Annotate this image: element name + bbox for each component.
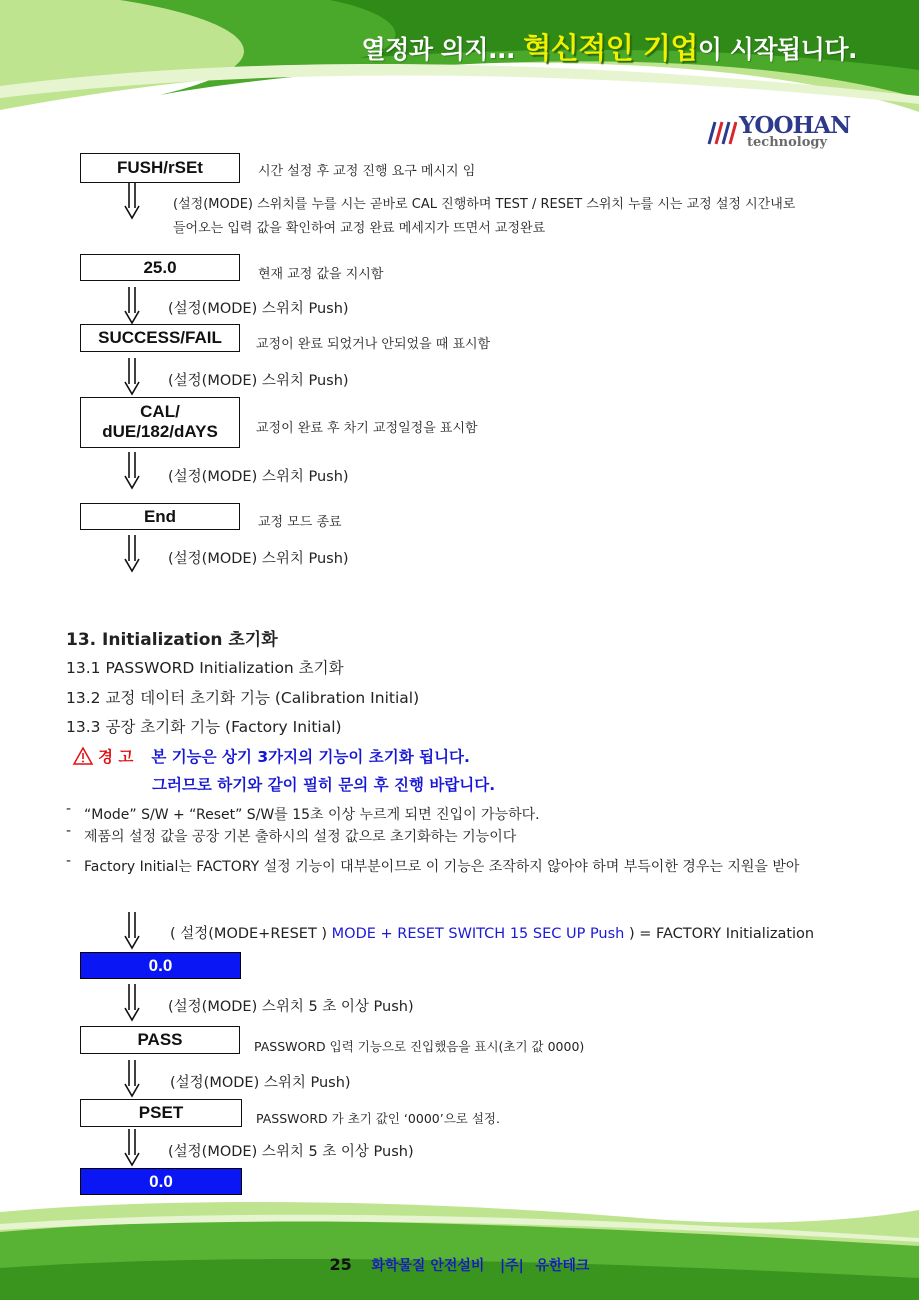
step-text: (설정(MODE) 스위치 Push) <box>168 469 349 485</box>
footer-company-desc: 화학물질 안전설비 <box>371 1258 485 1274</box>
logo-subtitle: technology <box>747 135 828 150</box>
step-text: (설정(MODE) 스위치 Push) <box>170 1075 351 1091</box>
down-arrow-icon <box>122 182 142 220</box>
down-arrow-icon <box>122 535 142 573</box>
display-box-fush-rset: FUSH/rSEt <box>80 153 240 183</box>
logo-name: YOOHAN <box>739 112 851 139</box>
display-box-blue: 0.0 <box>80 1168 242 1195</box>
display-desc: 교정 모드 종료 <box>258 515 342 530</box>
section-item: 13.2 교정 데이터 초기화 기능 (Calibration Initial) <box>66 689 420 707</box>
footer-company-name: 유한테크 <box>535 1258 590 1274</box>
display-desc: 교정이 완료 후 차기 교정일정을 표시함 <box>256 421 478 436</box>
display-box-pset: PSET <box>80 1099 242 1127</box>
warning-line-2: 그러므로 하기와 같이 필히 문의 후 진행 바랍니다. <box>152 776 496 794</box>
down-arrow-icon <box>122 1129 142 1167</box>
section-item: 13.1 PASSWORD Initialization 초기화 <box>66 659 344 677</box>
box-line: dUE/182/dAYS <box>102 422 218 441</box>
footer-separator: |주| <box>500 1258 524 1274</box>
display-desc: 현재 교정 값을 지시함 <box>258 267 384 282</box>
company-logo <box>703 112 855 152</box>
display-box-value: 25.0 <box>80 254 240 281</box>
page-footer <box>0 1255 919 1275</box>
display-box-success-fail: SUCCESS/FAIL <box>80 324 240 352</box>
header-slogan: 열정과 의지... 혁신적인 기업이 시작됩니다. <box>361 31 857 65</box>
step-text: (설정(MODE) 스위치 Push) <box>168 373 349 389</box>
down-arrow-icon <box>122 452 142 490</box>
warning-line-1: 경 고 본 기능은 상기 3가지의 기능이 초기화 됩니다. <box>98 748 470 766</box>
warning-triangle-icon <box>72 746 94 766</box>
step-text: (설정(MODE) 스위치 Push) <box>168 551 349 567</box>
section-item: 13.3 공장 초기화 기능 (Factory Initial) <box>66 718 342 736</box>
display-desc: 교정이 완료 되었거나 안되었을 때 표시함 <box>256 337 491 352</box>
display-box-blue: 0.0 <box>80 952 241 979</box>
step-text: (설정(MODE) 스위치 5 초 이상 Push) <box>168 1144 414 1160</box>
down-arrow-icon <box>122 984 142 1022</box>
warning-label: 경 고 <box>98 748 134 766</box>
down-arrow-icon <box>122 358 142 396</box>
down-arrow-icon <box>122 287 142 325</box>
display-box-cal-due <box>80 397 240 448</box>
down-arrow-icon <box>122 1060 142 1098</box>
box-line: CAL/ <box>140 402 180 421</box>
down-arrow-icon <box>122 912 142 950</box>
section-title: 13. Initialization 초기화 <box>66 630 278 650</box>
display-desc: PASSWORD 가 초기 값인 ‘0000’으로 설정. <box>256 1111 500 1126</box>
page-number: 25 <box>329 1255 352 1274</box>
display-box-end: End <box>80 503 240 530</box>
step-text: 들어오는 입력 값을 확인하여 교정 완료 메세지가 뜨면서 교정완료 <box>173 221 546 236</box>
display-desc: 시간 설정 후 교정 진행 요구 메시지 임 <box>258 164 476 179</box>
step-text: (설정(MODE) 스위치를 누를 시는 곧바로 CAL 진행하며 TEST / RESET 스위치 누를 시는 교정 설정 시간내로 <box>173 197 796 212</box>
display-desc: PASSWORD 입력 기능으로 진입했음을 표시(초기 값 0000) <box>254 1039 585 1054</box>
step-text: (설정(MODE) 스위치 Push) <box>168 301 349 317</box>
logo-stripes-icon <box>703 118 737 146</box>
step-text: (설정(MODE) 스위치 5 초 이상 Push) <box>168 999 414 1015</box>
step-text: ( 설정(MODE+RESET ) MODE + RESET SWITCH 15 SEC UP Push ) = FACTORY Initialization <box>170 926 815 942</box>
display-box-pass: PASS <box>80 1026 240 1054</box>
